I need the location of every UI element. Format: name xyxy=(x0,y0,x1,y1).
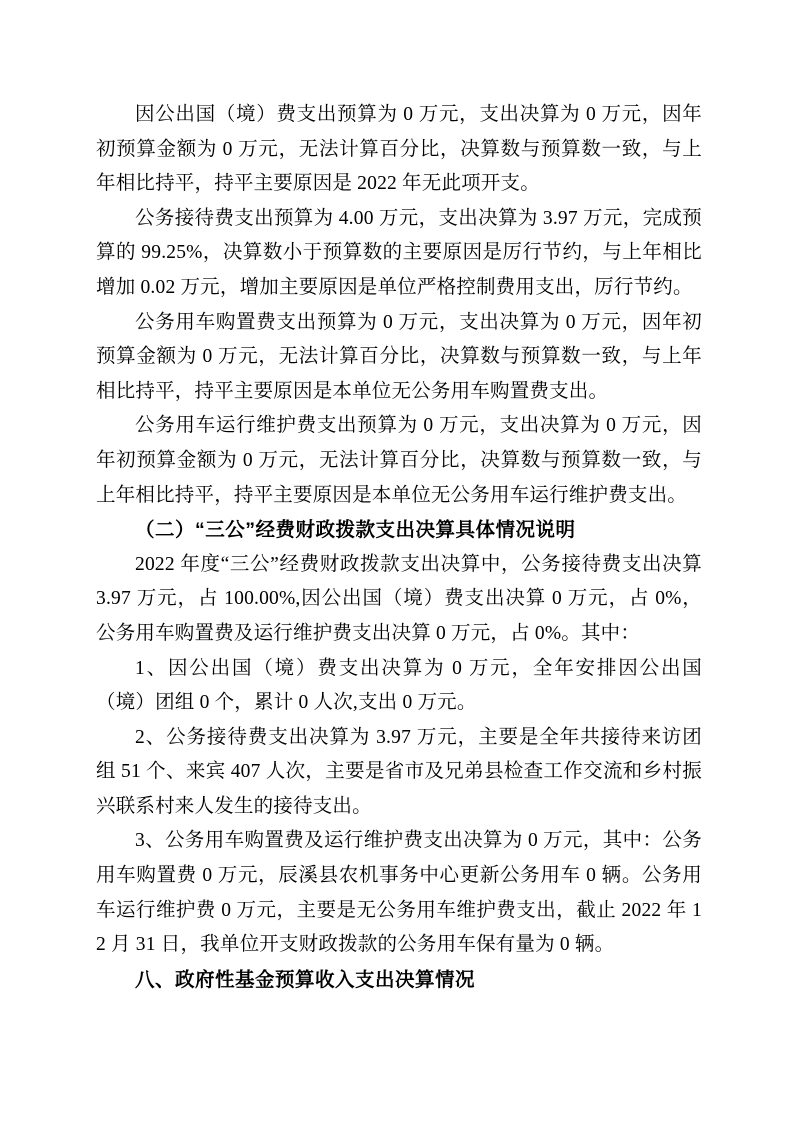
section-heading: （二）“三公”经费财政拨款支出决算具体情况说明 xyxy=(135,519,576,542)
body-paragraph: 1、因公出国（境）费支出决算为 0 万元，全年安排因公出国（境）团组 0 个，累计 0 人次,支出 0 万元。 xyxy=(96,657,702,714)
body-paragraph: 公务用车运行维护费支出预算为 0 万元，支出决算为 0 万元，因年初预算金额为 0 万元，无法计算百分比，决算数与预算数一致，与上年相比持平，持平主要原因是本单位无公务用车运行维护费支出。 xyxy=(96,415,702,506)
section-heading: 八、政府性基金预算收入支出决算情况 xyxy=(135,968,476,991)
body-paragraph: 因公出国（境）费支出预算为 0 万元，支出决算为 0 万元，因年初预算金额为 0 万元，无法计算百分比，决算数与预算数一致，与上年相比持平，持平主要原因是 2022 年无此项开支。 xyxy=(96,104,702,195)
body-paragraph: 公务用车购置费支出预算为 0 万元，支出决算为 0 万元，因年初预算金额为 0 万元，无法计算百分比，决算数与预算数一致，与上年相比持平，持平主要原因是本单位无公务用车购置费支出。 xyxy=(96,311,702,402)
body-paragraph: 2、公务接待费支出决算为 3.97 万元，主要是全年共接待来访团组 51 个、来宾 407 人次，主要是省市及兄弟县检查工作交流和乡村振兴联系村来人发生的接待支出。 xyxy=(96,726,702,817)
body-paragraph: 3、公务用车购置费及运行维护费支出决算为 0 万元，其中：公务用车购置费 0 万元，辰溪县农机事务中心更新公务用车 0 辆。公务用车运行维护费 0 万元，主要是无公务用车维护费支出，截止 2022 年 12 月 31 日，我单位开支财政拨款的公务用车保有量为 0 辆。 xyxy=(96,830,702,956)
document-body xyxy=(96,98,702,997)
body-paragraph: 2022 年度“三公”经费财政拨款支出决算中，公务接待费支出决算 3.97 万元，占 100.00%,因公出国（境）费支出决算 0 万元，占 0%，公务用车购置费及运行维护费支出决算 0 万元，占 0%。其中： xyxy=(96,553,702,644)
body-paragraph: 公务接待费支出预算为 4.00 万元，支出决算为 3.97 万元，完成预算的 99.25%，决算数小于预算数的主要原因是厉行节约，与上年相比增加 0.02 万元，增加主要原因是单位严格控制费用支出，厉行节约。 xyxy=(96,207,702,298)
